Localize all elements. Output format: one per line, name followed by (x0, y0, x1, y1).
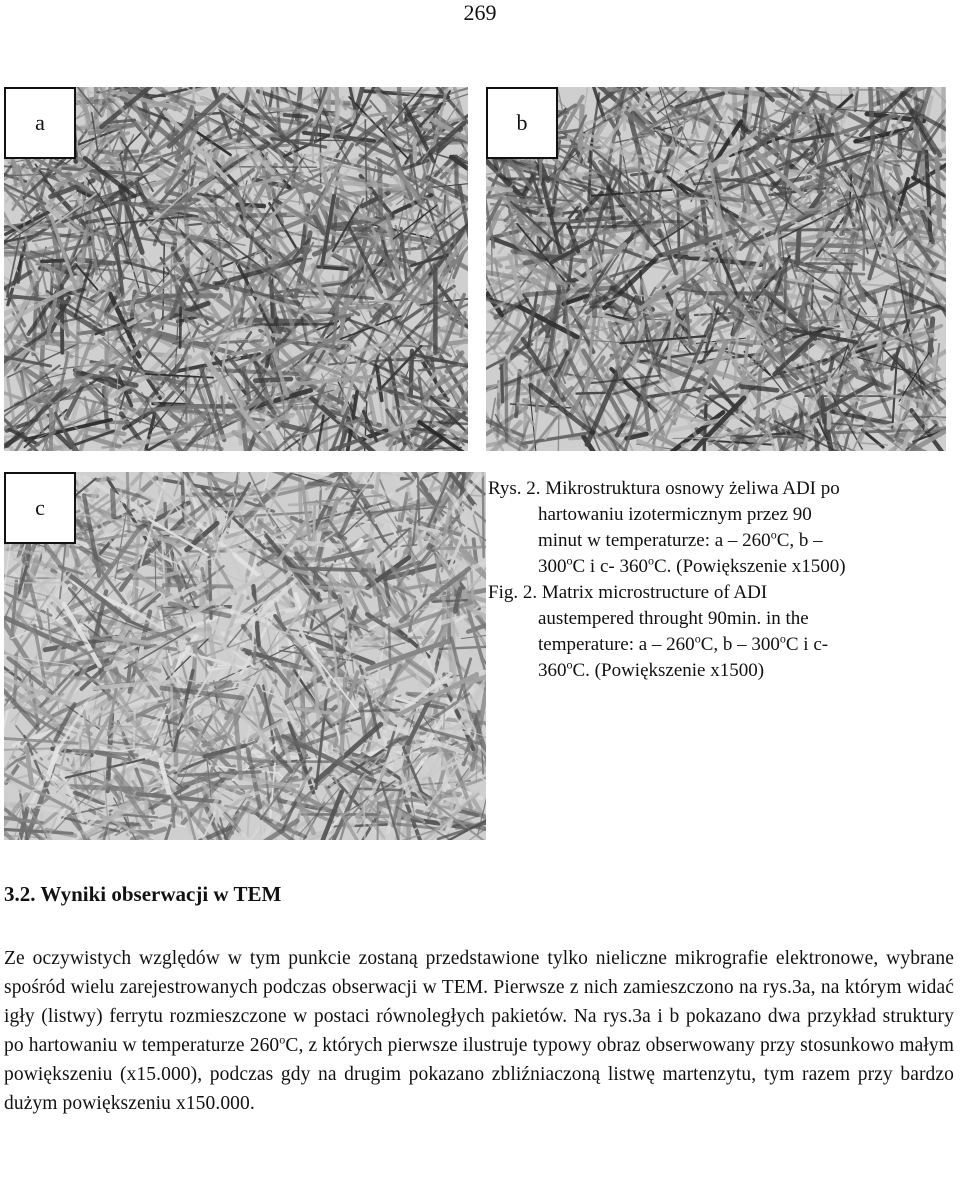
section-title: 3.2. Wyniki obserwacji w TEM (4, 882, 282, 906)
micrograph-a (4, 87, 468, 451)
body-paragraph: Ze oczywistych względów w tym punkcie zostaną przedstawione tylko nieliczne mikrografie elektronowe, wybrane spośród wielu zarejestrowanych podczas obserwacji w TEM. Pierwsze z nich zamieszczono na rys.3a, na którym widać igły (listwy) ferrytu rozmieszczone w postaci równoległych pakietów. Na rys.3a i b pokazano dwa przykład struktury po hartowaniu w temperaturze 260$^o$C, z których pierwsze ilustruje typowy obraz obserwowany przy stosunkowo małym powiększeniu (x15.000), podczas gdy na drugim pokazano zbliźniaczoną listwę martenzytu, tym razem przy bardzo dużym powiększeniu x150.000. (4, 948, 954, 1114)
caption-en: Fig. 2. Matrix microstructure of ADI austempered throught 90min. in the temperature: a – 260$^o$C, b – 300$^o$C i c- 360$^o$C. (Powiększenie x1500) (488, 582, 829, 681)
micrograph-c-image (4, 472, 486, 840)
caption-pl: Rys. 2. Mikrostruktura osnowy żeliwa ADI po hartowaniu izotermicznym przez 90 minut w temperaturze: a – 260$^o$C, b – 300$^o$C i c- 360$^o$C. (Powiększenie x1500) (488, 478, 846, 577)
micrograph-b (486, 87, 946, 451)
figure-caption (488, 476, 948, 684)
page-number: 269 (463, 0, 497, 25)
panel-label-a: a (4, 87, 76, 159)
micrograph-c (4, 472, 486, 840)
panel-label-c: c (4, 472, 76, 544)
panel-label-b: b (486, 87, 558, 159)
